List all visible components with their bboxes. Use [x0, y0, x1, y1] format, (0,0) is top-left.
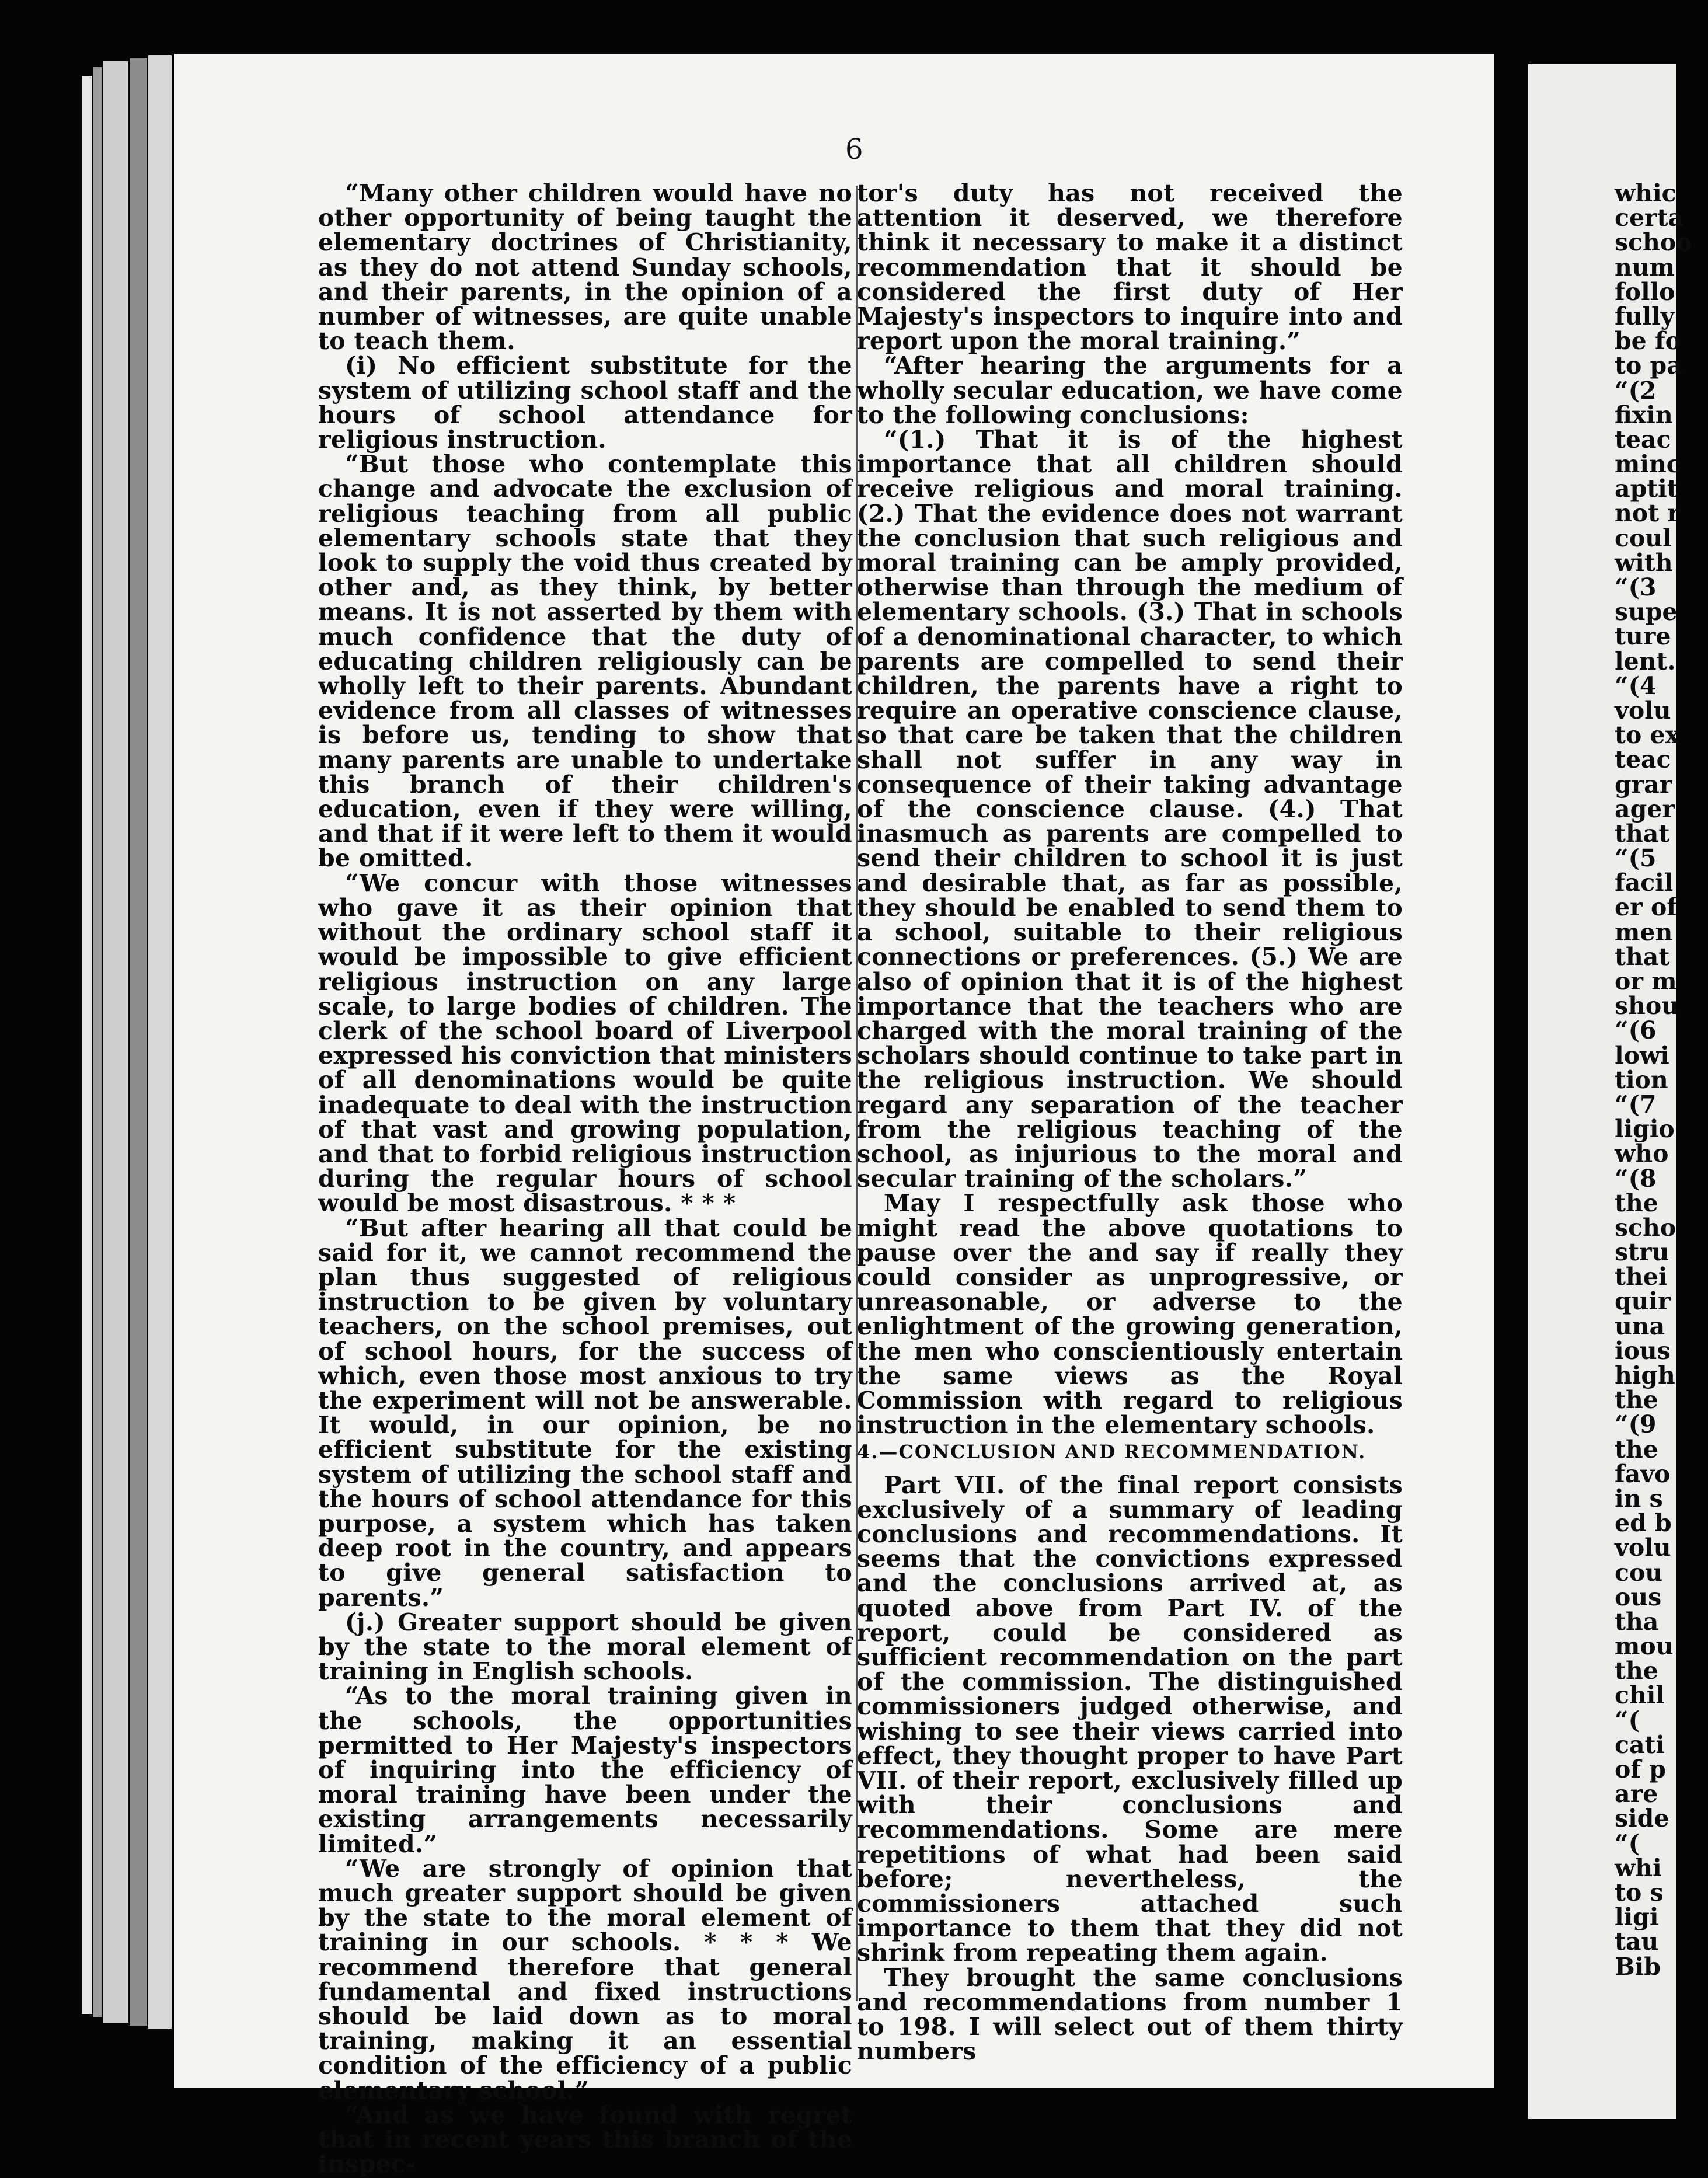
opposite-line-fragment: er of: [1615, 893, 1677, 922]
opposite-line-fragment: thei: [1615, 1263, 1668, 1291]
paragraph: “But those who contemplate this change and advocate the exclusion of religious teaching from all public elementary schools state that they look to supply the void thus created by other and, as they think, by better means. It is not asserted by them with much confidence that the duty of educating children religiously can be wholly left to their parents. Abundant evidence from all classes of witnesses is before us, tending to show that many parents are unable to undertake this branch of their children's education, even if they were willing, and that if it were left to them it would be omitted.: [318, 450, 852, 873]
opposite-line-fragment: men: [1615, 918, 1673, 946]
opposite-line-fragment: scho: [1615, 1213, 1676, 1242]
opposite-line-fragment: whi: [1615, 1853, 1662, 1882]
opposite-line-fragment: “(: [1615, 1829, 1640, 1858]
opposite-line-fragment: aptit: [1615, 475, 1678, 503]
right-column: [857, 181, 1403, 2064]
paragraph: They brought the same conclusions and recommendations from number 1 to 198. I will select out of them thirty numbers: [857, 1963, 1403, 2066]
opposite-line-fragment: “(9: [1615, 1410, 1657, 1439]
opposite-line-fragment: ous: [1615, 1583, 1662, 1611]
page-number: 6: [845, 133, 863, 166]
opposite-line-fragment: volu: [1615, 696, 1671, 724]
opposite-line-fragment: to pa: [1615, 351, 1682, 380]
opposite-line-fragment: shou: [1615, 992, 1679, 1020]
opposite-line-fragment: follo: [1615, 277, 1675, 306]
opposite-line-fragment: who: [1615, 1139, 1669, 1168]
opposite-line-fragment: or m: [1615, 967, 1677, 995]
left-column: [318, 181, 852, 2176]
opposite-line-fragment: stru: [1615, 1238, 1669, 1267]
opposite-line-fragment: the: [1615, 1435, 1658, 1463]
opposite-line-fragment: tha: [1615, 1607, 1659, 1636]
opposite-line-fragment: high: [1615, 1361, 1675, 1389]
opposite-line-fragment: minc: [1615, 450, 1681, 479]
section-heading: 4.—CONCLUSION AND RECOMMENDATION.: [857, 1441, 1367, 1463]
paragraph: “But after hearing all that could be said for it, we cannot recommend the plan thus suggested of religious instruction to be given by voluntary teachers, on the school premises, out of school hours, for the success of which, even those most anxious to try the experiment will not be answerable. It would, in our opinion, be no efficient substitute for the existing system of utilizing the school staff and the hours of school attendance for this purpose, a system which has taken deep root in the country, and appears to give general satisfaction to parents.”: [318, 1214, 852, 1612]
paragraph: “We concur with those witnesses who gave it as their opinion that without the ordinary school staff it would be impossible to give efficient religious instruction on any large scale, to large bodies of children. The clerk of the school board of Liverpool expressed his conviction that ministers of all denominations would be quite inadequate to deal with the instruction of that vast and growing population, and that to forbid religious instruction during the regular hours of school would be most disastrous. * * *: [318, 869, 852, 1218]
opposite-line-fragment: be fo: [1615, 327, 1682, 356]
opposite-line-fragment: ture: [1615, 622, 1671, 651]
opposite-line-fragment: supe: [1615, 598, 1678, 626]
book-edge: [93, 67, 102, 2017]
opposite-line-fragment: that: [1615, 942, 1670, 971]
opposite-line-fragment: ligio: [1615, 1115, 1675, 1144]
opposite-line-fragment: the: [1615, 1657, 1658, 1685]
book-edge: [148, 55, 172, 2029]
paragraph: “We are strongly of opinion that much greater support should be given by the state to the moral element of training in our schools. * * * We recommend therefore that general fundamental and fixed instructions should be laid down as to moral training, making it an essential condition of the efficiency of a public elementary school.”: [318, 1854, 852, 2104]
opposite-line-fragment: “(3: [1615, 573, 1657, 601]
opposite-line-fragment: ager: [1615, 794, 1675, 823]
opposite-line-fragment: cati: [1615, 1730, 1665, 1759]
opposite-line-fragment: mou: [1615, 1632, 1674, 1661]
opposite-line-fragment: volu: [1615, 1534, 1671, 1562]
opposite-line-fragment: the: [1615, 1189, 1658, 1217]
book-edge: [103, 61, 128, 2023]
paragraph: May I respectfully ask those who might read the above quotations to pause over the and say if really they could consider as unprogressive, or unreasonable, or adverse to the enlightment of the growing generation, the men who conscientiously entertain the same views as the Royal Commission with regard to religious instruction in the elementary schools.: [857, 1189, 1403, 1440]
opposite-line-fragment: favo: [1615, 1459, 1671, 1488]
paragraph: “As to the moral training given in the schools, the opportunities permitted to Her Majesty's inspectors of inquiring into the efficiency of moral training have been under the existing arrangements necessarily limited.”: [318, 1682, 852, 1858]
paragraph: tor's duty has not received the attention it deserved, we therefore think it necessary to make it a distinct recommendation that it should be considered the first duty of Her Majesty's inspectors to inquire into and report upon the moral training.”: [857, 179, 1403, 356]
opposite-line-fragment: fully: [1615, 302, 1675, 330]
opposite-line-fragment: chil: [1615, 1681, 1665, 1710]
opposite-line-fragment: of p: [1615, 1755, 1666, 1783]
opposite-line-fragment: that: [1615, 819, 1670, 848]
opposite-line-fragment: in s: [1615, 1484, 1663, 1513]
opposite-line-fragment: to ex: [1615, 721, 1680, 750]
book-edge: [130, 58, 147, 2026]
opposite-line-fragment: Bib: [1615, 1952, 1661, 1981]
opposite-line-fragment: teac: [1615, 425, 1671, 454]
opposite-line-fragment: fixin: [1615, 400, 1673, 429]
opposite-line-fragment: lent.: [1615, 647, 1676, 675]
opposite-line-fragment: side: [1615, 1804, 1669, 1833]
opposite-line-fragment: the: [1615, 1386, 1658, 1414]
opposite-line-fragment: cou: [1615, 1558, 1663, 1587]
opposite-line-fragment: “(5: [1615, 844, 1657, 873]
opposite-line-fragment: ed b: [1615, 1509, 1672, 1538]
opposite-line-fragment: “(8: [1615, 1164, 1657, 1193]
opposite-line-fragment: certa: [1615, 204, 1684, 232]
opposite-line-fragment: schoo: [1615, 228, 1692, 257]
book-edge: [82, 76, 92, 2014]
paragraph: (j.) Greater support should be given by the state to the moral element of training in English schools.: [318, 1608, 852, 1686]
opposite-line-fragment: ligi: [1615, 1903, 1659, 1932]
opposite-line-fragment: “(4: [1615, 671, 1657, 700]
paragraph: “After hearing the arguments for a wholly secular education, we have come to the following conclusions:: [857, 351, 1403, 429]
opposite-page-text: [1615, 181, 1708, 1979]
opposite-line-fragment: “(6: [1615, 1016, 1657, 1045]
opposite-page: [1528, 64, 1692, 2119]
opposite-line-fragment: are: [1615, 1780, 1658, 1808]
opposite-line-fragment: num: [1615, 253, 1675, 281]
opposite-line-fragment: tion: [1615, 1065, 1668, 1094]
opposite-line-fragment: ious: [1615, 1336, 1671, 1365]
opposite-line-fragment: quir: [1615, 1287, 1671, 1316]
paragraph: “Many other children would have no other opportunity of being taught the elementary doctrines of Christianity, as they do not attend Sunday schools, and their parents, in the opinion of a number of witnesses, are quite unable to teach them.: [318, 179, 852, 356]
paragraph: “And as we have found with regret that in recent years this branch of the inspec-: [318, 2100, 852, 2178]
opposite-line-fragment: grar: [1615, 770, 1672, 799]
opposite-line-fragment: “(7: [1615, 1090, 1657, 1118]
paragraph: Part VII. of the final report consists exclusively of a summary of leading conclusions and recommendations. It seems that the convictions expressed and the conclusions arrived at, as quoted above from Part IV. of the report, could be considered as sufficient recommendation on the part of the commission. The distinguished commissioners judged otherwise, and wishing to see their views carried into effect, they thought proper to have Part VII. of their report, exclusively filled up with their conclusions and recommendations. Some are mere repetitions of what had been said before; nevertheless, the commissioners attached such importance to them that they did not shrink from repeating them again.: [857, 1470, 1403, 1967]
opposite-line-fragment: whic: [1615, 179, 1676, 207]
opposite-line-fragment: “(: [1615, 1706, 1640, 1734]
opposite-line-fragment: not r: [1615, 499, 1680, 528]
opposite-line-fragment: “(2: [1615, 376, 1657, 405]
opposite-line-fragment: with: [1615, 548, 1673, 577]
paragraph: “(1.) That it is of the highest importance that all children should receive religious and moral training. (2.) That the evidence does not warrant the conclusion that such religious and moral training can be amply provided, otherwise than through the medium of elementary schools. (3.) That in schools of a denominational character, to which parents are compelled to send their children, the parents have a right to require an operative conscience clause, so that care be taken that the children shall not suffer in any way in consequence of their taking advantage of the conscience clause. (4.) That inasmuch as parents are compelled to send their children to school it is just and desirable that, as far as possible, they should be enabled to send them to a school, suitable to their religious connections or preferences. (5.) We are also of opinion that it is of the highest importance that the teachers who are charged with the moral training of the scholars should continue to take part in the religious instruction. We should regard any separation of the teacher from the religious teaching of the school, as injurious to the moral and secular training of the scholars.”: [857, 426, 1403, 1193]
opposite-line-fragment: tau: [1615, 1928, 1659, 1956]
paragraph: (i) No efficient substitute for the system of utilizing school staff and the hours of school attendance for religious instruction.: [318, 351, 852, 454]
opposite-line-fragment: to s: [1615, 1878, 1664, 1907]
opposite-line-fragment: una: [1615, 1312, 1665, 1340]
opposite-line-fragment: lowi: [1615, 1041, 1669, 1069]
opposite-line-fragment: facil: [1615, 869, 1674, 897]
opposite-line-fragment: teac: [1615, 745, 1671, 774]
opposite-line-fragment: coul: [1615, 524, 1672, 552]
